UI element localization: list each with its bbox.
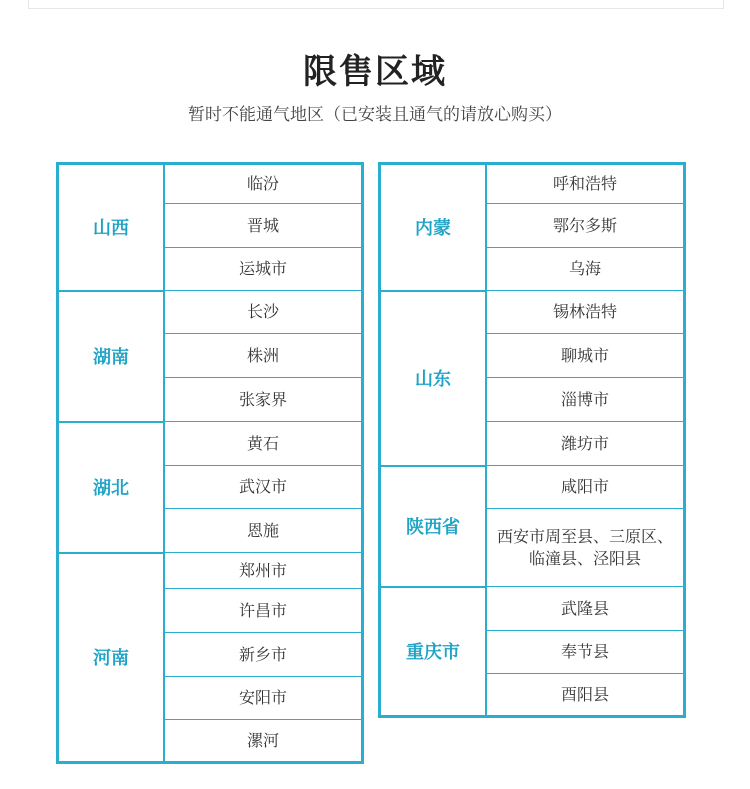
city-cell: 西安市周至县、三原区、临潼县、泾阳县 (486, 509, 685, 587)
page-title: 限售区域 (303, 52, 447, 92)
city-cell: 黄石 (164, 422, 363, 466)
province-cell: 内蒙 (380, 164, 487, 291)
city-cell: 呼和浩特 (486, 164, 685, 204)
top-divider (28, 0, 724, 9)
province-cell: 山东 (380, 291, 487, 466)
table-row (58, 291, 363, 334)
table-row (380, 291, 685, 334)
city-cell: 晋城 (164, 204, 363, 248)
city-cell: 郑州市 (164, 553, 363, 589)
city-cell: 株洲 (164, 334, 363, 378)
city-cell: 许昌市 (164, 589, 363, 633)
table-row (380, 587, 685, 631)
city-cell: 酉阳县 (486, 674, 685, 717)
table-row (380, 164, 685, 204)
city-cell: 安阳市 (164, 677, 363, 720)
city-cell: 临汾 (164, 164, 363, 204)
province-cell: 湖北 (58, 422, 165, 553)
right-region-table (378, 162, 686, 718)
province-cell: 重庆市 (380, 587, 487, 717)
city-cell: 运城市 (164, 248, 363, 291)
table-row (58, 164, 363, 204)
province-cell: 河南 (58, 553, 165, 763)
province-cell: 陕西省 (380, 466, 487, 587)
city-cell: 咸阳市 (486, 466, 685, 509)
city-cell: 张家界 (164, 378, 363, 422)
city-cell: 鄂尔多斯 (486, 204, 685, 248)
city-cell: 恩施 (164, 509, 363, 553)
table-row (58, 422, 363, 466)
province-cell: 山西 (58, 164, 165, 291)
left-region-table (56, 162, 364, 764)
city-cell: 武隆县 (486, 587, 685, 631)
city-cell: 奉节县 (486, 631, 685, 674)
province-cell: 湖南 (58, 291, 165, 422)
city-cell: 锡林浩特 (486, 291, 685, 334)
city-cell: 漯河 (164, 720, 363, 763)
city-cell: 潍坊市 (486, 422, 685, 466)
city-cell: 聊城市 (486, 334, 685, 378)
page-subtitle: 暂时不能通气地区（已安装且通气的请放心购买） (188, 105, 562, 125)
table-row (58, 553, 363, 589)
city-cell: 乌海 (486, 248, 685, 291)
city-cell: 新乡市 (164, 633, 363, 677)
city-cell: 淄博市 (486, 378, 685, 422)
city-cell: 长沙 (164, 291, 363, 334)
table-row (380, 466, 685, 509)
city-cell: 武汉市 (164, 466, 363, 509)
